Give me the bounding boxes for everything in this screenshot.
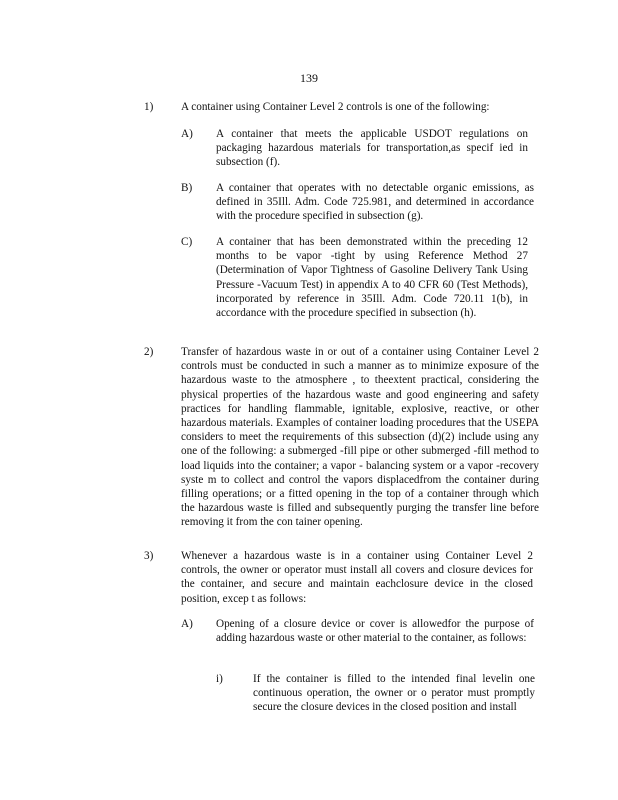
page-number: 139	[300, 71, 318, 85]
item-1-marker: 1)	[144, 101, 154, 113]
item-1C-text: A container that has been demonstrated within the preceding 12 months to be vapor -tight by using Reference Method 27 (Determination of Vapor Tightness of Gasoline Delivery Tank Using Pressure -Vacuum Test) in appendix A to 40 CFR 60 (Test Methods), incorporated by reference in 35Ill. Adm. Code 720.11 1(b), in accordance with the procedure specified in subsection (h).	[216, 236, 528, 320]
item-3A-marker: A)	[181, 618, 193, 630]
item-1B-marker: B)	[181, 182, 193, 194]
item-1A-marker: A)	[181, 128, 193, 140]
item-3-marker: 3)	[144, 550, 154, 562]
item-2-marker: 2)	[144, 346, 154, 358]
item-3-text: Whenever a hazardous waste is in a container using Container Level 2 controls, the owner or operator must install all covers and closure devices for the container, and secure and maintain eachclosure device in the closed position, excep t as follows:	[181, 550, 533, 605]
item-3A-text: Opening of a closure device or cover is allowedfor the purpose of adding hazardous waste or other material to the container, as follows:	[216, 618, 534, 645]
item-2-text: Transfer of hazardous waste in or out of a container using Container Level 2 controls must be conducted in such a manner as to minimize exposure of the hazardous waste to the atmosphere , to theextent practical, considering the physical properties of the hazardous waste and good engineering and safety practices for handling flammable, ignitable, explosive, reactive, or other hazardous materials. Examples of container loading procedures that the USEPA considers to meet the requirements of this subsection (d)(2) include using any one of the following: a submerged -fill pipe or other submerged -fill method to load liquids into the container; a vapor - balancing system or a vapor -recovery syste m to collect and control the vapors displacedfrom the container during filling operations; or a fitted opening in the top of a container through which the hazardous waste is filled and subsequently purging the transfer line before removing it from the con tainer opening.	[181, 346, 539, 529]
item-3Ai-text: If the container is filled to the intended final levelin one continuous operation, the owner or o perator must promptly secure the closure devices in the closed position and install	[253, 673, 535, 714]
item-1-text: A container using Container Level 2 controls is one of the following:	[181, 101, 490, 113]
item-1C-marker: C)	[181, 236, 193, 248]
item-3Ai-marker: i)	[216, 673, 223, 685]
item-1B-text: A container that operates with no detectable organic emissions, as defined in 35Ill. Adm. Code 725.981, and determined in accordance with the procedure specified in subsection (g).	[216, 182, 534, 223]
item-1A-text: A container that meets the applicable USDOT regulations on packaging hazardous materials for transportation,as specif ied in subsection (f).	[216, 128, 528, 169]
